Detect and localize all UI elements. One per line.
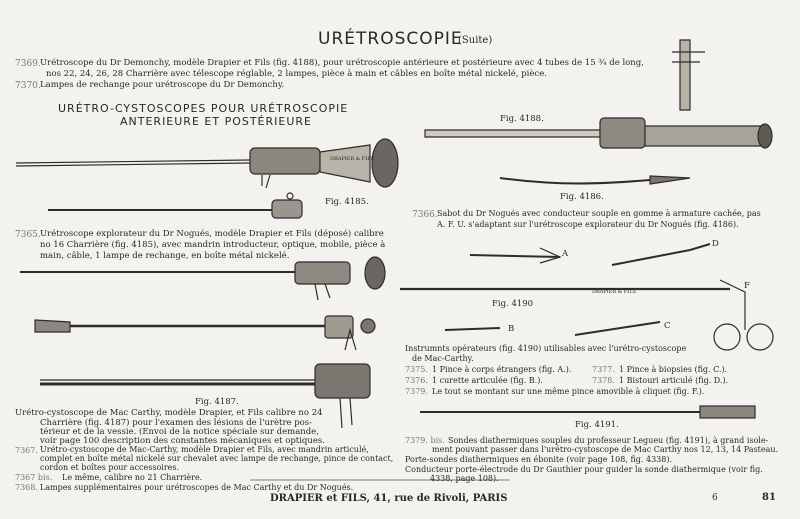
instruments-heading: de Mac-Carthy. (412, 354, 474, 363)
section-heading: URÉTRO-CYSTOSCOPES POUR URÉTROSCOPIE (58, 102, 349, 115)
item-number: 7367 bis. (15, 473, 53, 482)
item-line: 1 Pince à biopsies (fig. C.). (619, 365, 728, 374)
item-line: A. F. U. s'adaptant sur l'urétroscope explorateur du Dr Nogués (fig. 4186). (437, 220, 739, 229)
fig-letter: A (562, 249, 569, 259)
item-line: Urétroscope du Dr Demonchy, modèle Drapier et Fils (fig. 4188), pour urétroscopie antérieure et postérieure avec 4 tubes de 15 ¾ de long, (40, 58, 644, 68)
item-line: cordon et boîtes pour accessoires. (40, 463, 180, 472)
item-line: 1 curette articulée (fig. B.). (432, 376, 543, 385)
item-line: Sabot du Dr Nogués avec conducteur souple en gomme à armature cachée, pas (437, 209, 761, 218)
maker-mark: DRAPIER & FILS (592, 289, 636, 295)
figure-label: Fig. 4186. (560, 192, 604, 202)
instruments-heading: Instrumnts opérateurs (fig. 4190) utilisables avec l'urétro-cystoscope (405, 344, 687, 353)
item-line: Lampes de rechange pour urétroscope du Dr Demonchy. (40, 80, 285, 90)
item-number: 7366. (412, 210, 438, 220)
figure-label: Fig. 4187. (195, 397, 239, 407)
item-line: Sondes diathermiques souples du professeur Legueu (fig. 4191), à grand isole- (448, 436, 769, 445)
publisher-footer: DRAPIER et FILS, 41, rue de Rivoli, PARIS (270, 493, 508, 504)
item-line: ment pouvant passer dans l'urétro-cystoscope de Mac Carthy nos 12, 13, 14 Pasteau. (432, 445, 779, 454)
section-heading: ANTERIEURE ET POSTÉRIEURE (120, 115, 312, 128)
item-number: 7379. (405, 387, 428, 396)
item-line: Lampes supplémentaires pour urétroscopes de Mac Carthy et du Dr Nogués. (40, 483, 354, 492)
item-line: 1 Bistouri articulé (fig. D.). (619, 376, 729, 385)
item-line: Charrière (fig. 4187) pour l'examen des lésions de l'urètre pos- (40, 418, 313, 428)
figure-label: Fig. 4191. (575, 420, 619, 430)
figure-label: Fig. 4185. (325, 197, 369, 207)
item-number: 7375. (405, 365, 428, 374)
item-line: main, câble, 1 lampe de rechange, en boîte métal nickelé. (40, 251, 290, 261)
fig-letter: C (664, 321, 671, 331)
item-line: 1 Pince à corps étrangers (fig. A.). (432, 365, 572, 374)
item-line: no 16 Charrière (fig. 4185), avec mandrin introducteur, optique, mobile, pièce à (40, 240, 386, 250)
item-line: Urétroscope explorateur du Dr Nogués, modèle Drapier et Fils (déposé) calibre (40, 229, 384, 239)
item-line: voir page 100 description des constantes mécaniques et optiques. (40, 436, 325, 446)
section-number: 6 (712, 493, 718, 503)
fig-letter: F (744, 281, 750, 291)
fig-letter: B (508, 324, 515, 334)
urethroscope-shaft-4185 (16, 160, 250, 163)
item-number: 7376. (405, 376, 428, 385)
item-number: 7370. (15, 81, 41, 91)
item-line: Le tout se montant sur une même pince amovible à cliquet (fig. F.). (432, 387, 705, 396)
page-title: URÉTROSCOPIE (318, 29, 463, 49)
fig-letter: D (712, 239, 719, 249)
maker-mark: DRAPIER & FILS (330, 156, 374, 162)
item-number: 7369. (15, 59, 41, 69)
urethroscope-eyepiece (320, 145, 370, 182)
item-number: 7365. (15, 230, 41, 240)
page-title-suffix: (Suite) (458, 35, 493, 46)
urethroscope-handle (250, 148, 320, 174)
item-line: Le même, calibre no 21 Charrière. (62, 473, 203, 482)
item-line: nos 22, 24, 26, 28 Charrière avec télescope réglable, 2 lampes, pièce à main et câbles en boîte métal nickelé, pièce. (46, 69, 547, 79)
item-line: 4338, page 108). (430, 474, 499, 483)
item-number: 7367. (15, 446, 38, 455)
item-line: Urétro-cystoscope de Mac-Carthy, modèle Drapier et Fils, avec mandrin articulé, (40, 445, 369, 454)
item-number: 7368. (15, 483, 38, 492)
item-line: Porte-sondes diathermiques en ébonite (voir page 108, fig. 4338). (405, 455, 673, 464)
page-number: 81 (762, 492, 776, 503)
figure-label: Fig. 4188. (500, 114, 544, 124)
item-line: Conducteur porte-électrode du Dr Gauthier pour guider la sonde diathermique (voir fig. (405, 465, 763, 474)
item-line: complet en boîte métal nickelé sur chevalet avec lampe de rechange, pince de contact, (40, 454, 394, 463)
item-line: Urétro-cystoscope de Mac Carthy, modèle Drapier, et Fils calibre no 24 (15, 408, 323, 418)
figure-label: Fig. 4190 (492, 299, 534, 309)
item-number: 7379. bis. (405, 436, 445, 445)
item-line: térieur et de la vessie. (Envoi de la notice spéciale sur demande, (40, 427, 319, 437)
item-number: 7377. (592, 365, 615, 374)
item-number: 7378. (592, 376, 615, 385)
